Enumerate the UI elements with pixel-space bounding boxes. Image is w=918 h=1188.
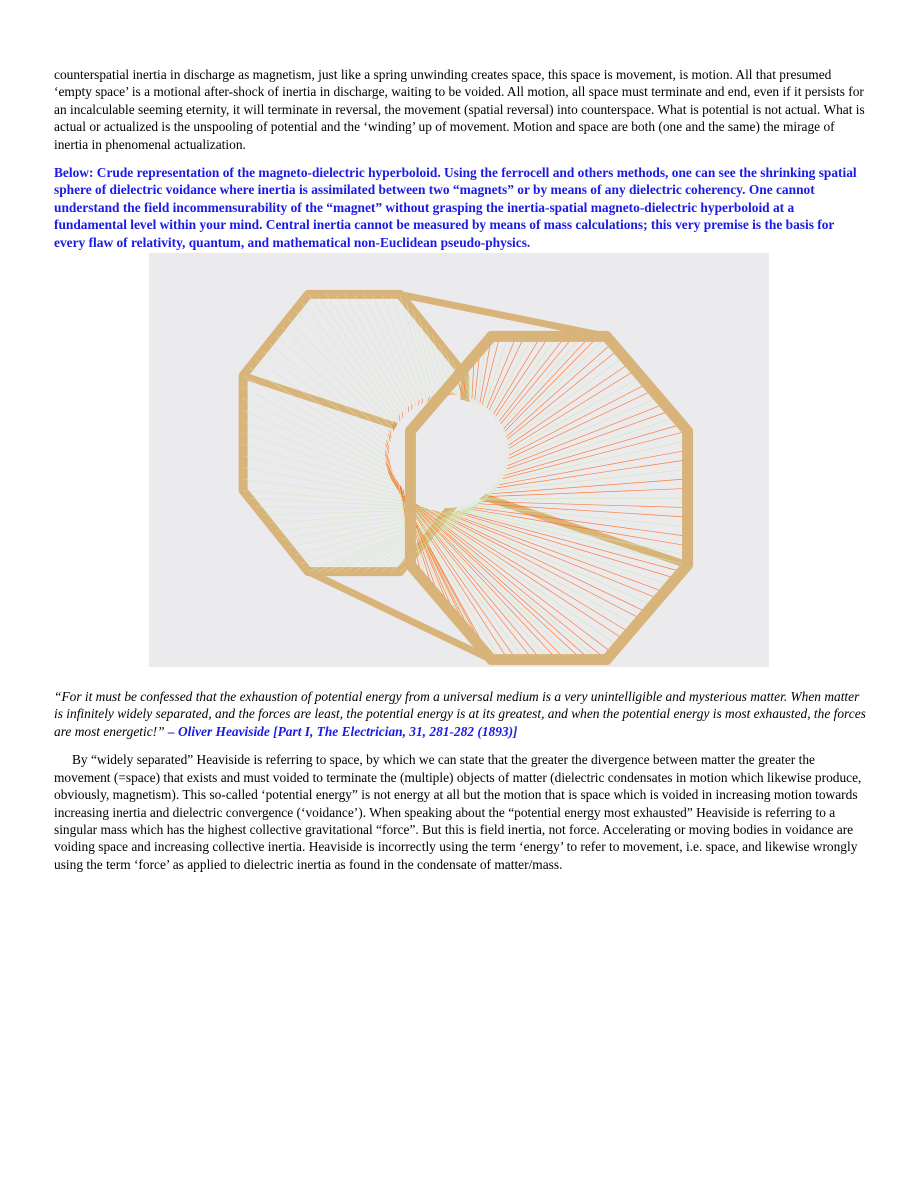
quote-text: “For it must be confessed that the exhaustion of potential energy from a universal medium is a very unintelligible and mysterious matter. When matter is infinitely widely separated, and the forces are least, the potential energy is at its greatest, and when the potential energy is most exhausted, the forces are most energetic!”: [54, 689, 866, 739]
hyperboloid-photo: [149, 253, 769, 667]
body-paragraph-1: counterspatial inertia in discharge as magnetism, just like a spring unwinding creates space, this space is movement, is motion. All that presumed ‘empty space’ is a motional after-shock of inertia in discharge, waiting to be voided. All motion, all space must terminate and end, even if it persists for an incalculable seeming eternity, it will terminate in reversal, the movement (spatial reversal) into counterspace. What is potential is not actual. What is actual or actualized is the unspooling of potential and the ‘winding’ up of movement. Motion and space are both (one and the same) the mirage of inertia in phenomenal actualization.: [54, 67, 865, 152]
heaviside-quote: [54, 688, 866, 740]
figure-caption: Below: Crude representation of the magneto-dielectric hyperboloid. Using the ferrocell and others methods, one can see the shrinking spatial sphere of dielectric voidance where inertia is assimilated between two “magnets” or by means of any dielectric coherency. One cannot understand the field incommensurability of the “magnet” without grasping the inertia-spatial magneto-dielectric hyperboloid at a fundamental level within your mind. Central inertia cannot be measured by means of mass calculations; this very premise is the basis for every flaw of relativity, quantum, and mathematical non-Euclidean pseudo-physics.: [54, 165, 857, 250]
quote-attribution: – Oliver Heaviside [Part I, The Electrician, 31, 281-282 (1893)]: [164, 723, 518, 739]
body-paragraph-2: By “widely separated” Heaviside is referring to space, by which we can state that the greater the divergence between matter the greater the movement (=space) that exists and must voided to terminate the (multiple) objects of matter (dielectric condensates in motion which likewise produce, obviously, magnetism). This so-called ‘potential energy” is not energy at all but the motion that is space which is voided in increasing motion towards increasing inertia and dielectric convergence (‘voidance’). When speaking about the “potential energy most exhausted” Heaviside is referring to a singular mass which has the highest collective gravitational “force”. But this is field inertia, not force. Accelerating or moving bodies in voidance are voiding space and increasing collective inertia. Heaviside is incorrectly using the term ‘energy’ to refer to movement, i.e. space, and likewise wrongly using the term ‘force’ as applied to dielectric inertia as found in the condensate of matter/mass.: [54, 752, 862, 872]
string-art-hyperboloid-icon: [149, 253, 769, 667]
document-page: [54, 66, 866, 873]
